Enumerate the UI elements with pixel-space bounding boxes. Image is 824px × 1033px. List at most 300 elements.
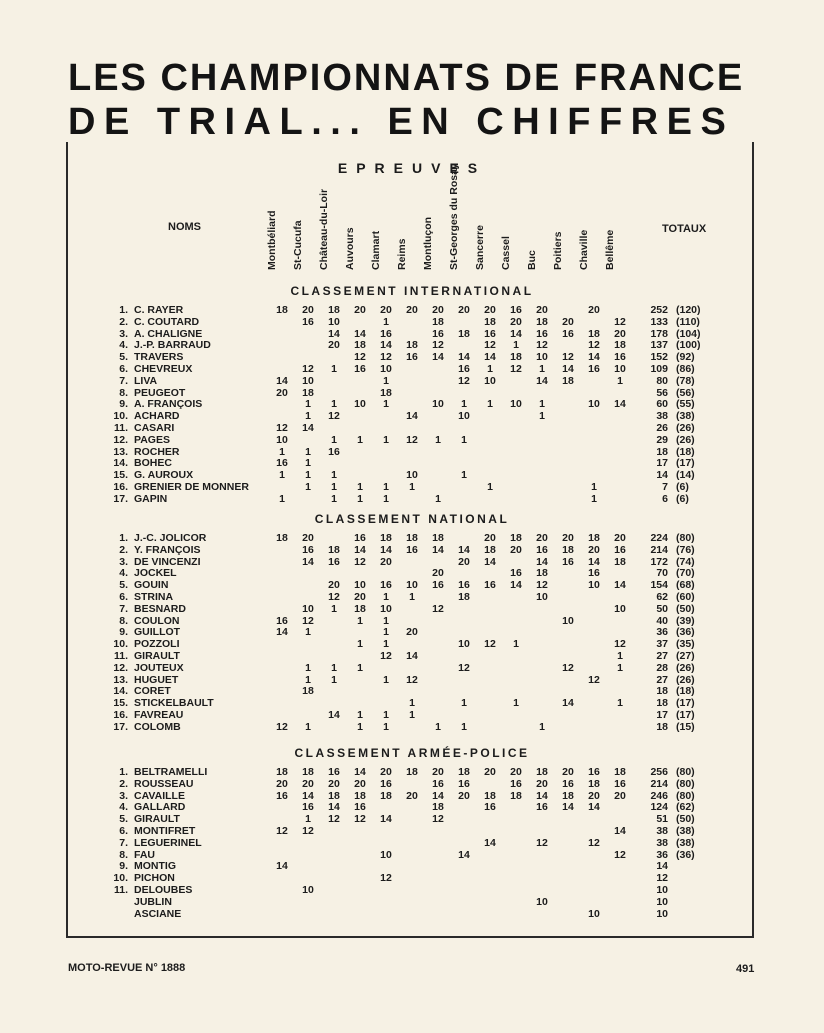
score-cell: 1 xyxy=(435,433,441,446)
score-cell: 18 xyxy=(302,386,314,399)
retained-total-cell: (80) xyxy=(676,532,695,544)
rank-cell: 10. xyxy=(113,638,128,651)
score-cell: 16 xyxy=(302,315,314,328)
score-cell: 20 xyxy=(380,304,392,316)
table-row xyxy=(0,709,824,721)
total-cell: 50 xyxy=(656,602,668,615)
score-cell: 1 xyxy=(305,445,311,458)
competitor-name: A. CHALIGNE xyxy=(134,327,203,340)
retained-total-cell: (62) xyxy=(676,801,695,814)
score-cell: 1 xyxy=(279,469,285,482)
score-cell: 20 xyxy=(354,304,366,316)
table-row xyxy=(0,398,824,410)
rank-cell: 11. xyxy=(113,422,128,434)
score-cell: 1 xyxy=(487,363,493,375)
score-cell: 14 xyxy=(328,327,340,340)
competitor-name: CAVAILLE xyxy=(134,789,185,802)
competitor-name: FAVREAU xyxy=(134,709,184,721)
score-cell: 12 xyxy=(406,433,418,446)
score-cell: 18 xyxy=(380,532,392,544)
score-cell: 18 xyxy=(380,789,392,802)
venue-header-label: Reims xyxy=(396,238,408,270)
retained-total-cell: (26) xyxy=(676,673,695,686)
score-cell: 1 xyxy=(383,433,389,446)
score-cell: 18 xyxy=(458,327,470,340)
score-cell: 14 xyxy=(406,650,418,662)
score-cell: 1 xyxy=(539,720,545,733)
total-cell: 37 xyxy=(656,638,668,651)
competitor-name: DELOUBES xyxy=(134,884,193,896)
competitor-name: TRAVERS xyxy=(134,351,184,364)
score-cell: 1 xyxy=(617,661,623,674)
score-cell: 20 xyxy=(328,579,340,592)
competitor-name: PAGES xyxy=(134,433,170,446)
score-cell: 20 xyxy=(354,591,366,603)
table-row xyxy=(0,304,824,316)
retained-total-cell: (6) xyxy=(676,492,689,505)
competitor-name: JUBLIN xyxy=(134,895,172,908)
score-cell: 14 xyxy=(588,351,600,364)
title-line-2: DE TRIAL... EN CHIFFRES xyxy=(68,101,735,143)
score-cell: 20 xyxy=(406,304,418,316)
retained-total-cell: (27) xyxy=(676,650,695,662)
rank-cell: 15. xyxy=(113,697,128,710)
score-cell: 1 xyxy=(409,591,415,603)
score-cell: 14 xyxy=(510,579,522,592)
score-cell: 14 xyxy=(562,363,574,375)
score-cell: 12 xyxy=(276,422,288,434)
score-cell: 20 xyxy=(406,626,418,639)
total-cell: 38 xyxy=(656,410,668,423)
retained-total-cell: (74) xyxy=(676,555,695,568)
table-row xyxy=(0,493,824,505)
competitor-name: JOUTEUX xyxy=(134,661,184,674)
score-cell: 1 xyxy=(409,481,415,493)
competitor-name: POZZOLI xyxy=(134,638,180,651)
score-cell: 10 xyxy=(484,374,496,387)
score-cell: 14 xyxy=(614,398,626,411)
venue-header-label: Château-du-Loir xyxy=(318,188,330,270)
table-row xyxy=(0,363,824,375)
table-row xyxy=(0,766,824,778)
score-cell: 1 xyxy=(305,626,311,639)
rank-cell: 6. xyxy=(119,825,128,837)
score-cell: 16 xyxy=(588,766,600,778)
rank-cell: 13. xyxy=(113,673,128,686)
score-cell: 10 xyxy=(354,398,366,411)
venue-header-label: Auvours xyxy=(344,227,356,270)
score-cell: 10 xyxy=(432,398,444,411)
table-row xyxy=(0,556,824,568)
rank-cell: 16. xyxy=(113,481,128,493)
score-cell: 14 xyxy=(406,410,418,423)
score-cell: 1 xyxy=(487,398,493,411)
score-cell: 16 xyxy=(510,304,522,316)
score-cell: 20 xyxy=(536,304,548,316)
footer-issue: MOTO-REVUE N° 1888 xyxy=(68,962,186,974)
score-cell: 12 xyxy=(328,410,340,423)
venue-header-label: Bellême xyxy=(604,229,616,270)
score-cell: 16 xyxy=(432,777,444,790)
competitor-name: FAU xyxy=(134,848,155,861)
total-cell: 152 xyxy=(650,351,668,364)
total-cell: 18 xyxy=(656,697,668,710)
score-cell: 12 xyxy=(276,720,288,733)
score-cell: 1 xyxy=(357,661,363,674)
score-cell: 1 xyxy=(383,638,389,651)
total-cell: 51 xyxy=(656,813,668,826)
competitor-name: CASARI xyxy=(134,422,175,434)
venue-header-label: Montbéliard xyxy=(266,210,278,270)
table-row xyxy=(0,457,824,469)
competitor-name: LEGUERINEL xyxy=(134,836,202,849)
score-cell: 14 xyxy=(302,555,314,568)
section-title: CLASSEMENT NATIONAL xyxy=(314,512,510,526)
score-cell: 20 xyxy=(380,766,392,778)
total-cell: 29 xyxy=(656,433,668,446)
score-cell: 16 xyxy=(536,327,548,340)
score-cell: 18 xyxy=(354,789,366,802)
score-cell: 18 xyxy=(406,766,418,778)
score-cell: 20 xyxy=(302,304,314,316)
retained-total-cell: (18) xyxy=(676,445,695,458)
score-cell: 10 xyxy=(406,579,418,592)
rank-cell: 9. xyxy=(119,626,128,639)
competitor-name: DE VINCENZI xyxy=(134,555,201,568)
score-cell: 1 xyxy=(383,481,389,493)
score-cell: 20 xyxy=(510,315,522,328)
score-cell: 16 xyxy=(484,579,496,592)
competitor-name: COLOMB xyxy=(134,720,181,733)
title-line-1: LES CHAMPIONNATS DE FRANCE xyxy=(68,57,745,99)
score-cell: 16 xyxy=(536,801,548,814)
score-cell: 16 xyxy=(562,327,574,340)
rank-cell: 7. xyxy=(119,836,128,849)
score-cell: 12 xyxy=(328,813,340,826)
score-cell: 14 xyxy=(354,327,366,340)
score-cell: 18 xyxy=(328,304,340,316)
score-cell: 20 xyxy=(614,532,626,544)
score-cell: 20 xyxy=(354,777,366,790)
score-cell: 12 xyxy=(562,351,574,364)
rank-cell: 1. xyxy=(119,766,128,778)
score-cell: 12 xyxy=(302,614,314,627)
score-cell: 12 xyxy=(302,363,314,375)
competitor-name: PEUGEOT xyxy=(134,386,186,399)
score-cell: 1 xyxy=(383,720,389,733)
retained-total-cell: (15) xyxy=(676,720,695,733)
score-cell: 1 xyxy=(331,398,337,411)
score-cell: 1 xyxy=(513,697,519,710)
score-cell: 16 xyxy=(354,363,366,375)
score-cell: 16 xyxy=(458,363,470,375)
retained-total-cell: (17) xyxy=(676,709,695,721)
retained-total-cell: (100) xyxy=(676,339,701,352)
score-cell: 12 xyxy=(380,351,392,364)
score-cell: 1 xyxy=(617,697,623,710)
competitor-name: GIRAULT xyxy=(134,650,180,662)
rank-cell: 4. xyxy=(119,567,128,580)
competitor-name: ASCIANE xyxy=(134,907,182,920)
rank-cell: 10. xyxy=(113,872,128,885)
total-cell: 154 xyxy=(650,579,668,592)
retained-total-cell: (35) xyxy=(676,638,695,651)
retained-total-cell: (110) xyxy=(676,315,700,328)
score-cell: 10 xyxy=(276,433,288,446)
score-cell: 18 xyxy=(276,532,288,544)
score-cell: 1 xyxy=(461,720,467,733)
rank-cell: 4. xyxy=(119,801,128,814)
score-cell: 20 xyxy=(536,532,548,544)
total-cell: 7 xyxy=(662,481,668,493)
total-cell: 70 xyxy=(656,567,668,580)
table-row xyxy=(0,469,824,481)
score-cell: 18 xyxy=(328,789,340,802)
retained-total-cell: (18) xyxy=(676,685,695,698)
retained-total-cell: (76) xyxy=(676,543,695,556)
total-cell: 28 xyxy=(656,661,668,674)
score-cell: 20 xyxy=(276,777,288,790)
rank-cell: 12. xyxy=(113,433,128,446)
score-cell: 10 xyxy=(536,895,548,908)
competitor-name: PICHON xyxy=(134,872,175,885)
total-cell: 14 xyxy=(656,469,668,482)
table-row xyxy=(0,422,824,434)
rank-cell: 2. xyxy=(119,543,128,556)
score-cell: 14 xyxy=(562,801,574,814)
score-cell: 18 xyxy=(484,543,496,556)
score-cell: 12 xyxy=(614,848,626,861)
score-cell: 16 xyxy=(432,327,444,340)
score-cell: 1 xyxy=(461,469,467,482)
score-cell: 20 xyxy=(458,555,470,568)
score-cell: 14 xyxy=(432,543,444,556)
table-row xyxy=(0,662,824,674)
score-cell: 1 xyxy=(383,673,389,686)
score-cell: 14 xyxy=(276,860,288,873)
total-cell: 178 xyxy=(650,327,668,340)
section-title: CLASSEMENT INTERNATIONAL xyxy=(290,284,534,298)
score-cell: 20 xyxy=(432,567,444,580)
table-row xyxy=(0,375,824,387)
score-cell: 20 xyxy=(406,789,418,802)
score-cell: 14 xyxy=(380,543,392,556)
score-cell: 16 xyxy=(302,801,314,814)
total-cell: 224 xyxy=(650,532,668,544)
score-cell: 14 xyxy=(588,555,600,568)
retained-total-cell: (80) xyxy=(676,766,695,778)
competitor-name: GOUIN xyxy=(134,579,169,592)
score-cell: 1 xyxy=(331,469,337,482)
score-cell: 10 xyxy=(614,363,626,375)
retained-total-cell: (36) xyxy=(676,848,695,861)
venue-header-label: Buc xyxy=(526,250,538,270)
score-cell: 14 xyxy=(432,351,444,364)
retained-total-cell: (70) xyxy=(676,567,695,580)
score-cell: 20 xyxy=(614,789,626,802)
score-cell: 16 xyxy=(380,579,392,592)
total-cell: 36 xyxy=(656,626,668,639)
total-cell: 62 xyxy=(656,591,668,603)
score-cell: 12 xyxy=(276,825,288,837)
score-cell: 18 xyxy=(354,602,366,615)
retained-total-cell: (26) xyxy=(676,422,695,434)
rank-cell: 1. xyxy=(119,304,128,316)
score-cell: 1 xyxy=(305,720,311,733)
score-cell: 18 xyxy=(302,685,314,698)
score-cell: 16 xyxy=(588,567,600,580)
score-cell: 20 xyxy=(380,555,392,568)
competitor-name: MONTIG xyxy=(134,860,176,873)
score-cell: 10 xyxy=(510,398,522,411)
table-row xyxy=(0,860,824,872)
score-cell: 14 xyxy=(302,789,314,802)
score-cell: 14 xyxy=(484,836,496,849)
total-cell: 214 xyxy=(650,543,668,556)
table-row xyxy=(0,721,824,733)
rank-cell: 9. xyxy=(119,860,128,873)
score-cell: 16 xyxy=(510,777,522,790)
table-row xyxy=(0,328,824,340)
table-row xyxy=(0,351,824,363)
retained-total-cell: (17) xyxy=(676,697,695,710)
score-cell: 1 xyxy=(331,602,337,615)
score-cell: 20 xyxy=(510,543,522,556)
score-cell: 14 xyxy=(276,626,288,639)
score-cell: 12 xyxy=(484,638,496,651)
score-cell: 1 xyxy=(383,374,389,387)
venue-header-label: St-Georges du Rosay xyxy=(448,163,460,270)
score-cell: 18 xyxy=(510,789,522,802)
score-cell: 18 xyxy=(354,339,366,352)
competitor-name: G. AUROUX xyxy=(134,469,194,482)
score-cell: 16 xyxy=(354,532,366,544)
score-cell: 10 xyxy=(354,579,366,592)
competitor-name: COULON xyxy=(134,614,180,627)
table-row xyxy=(0,626,824,638)
competitor-name: BOHEC xyxy=(134,457,172,470)
table-row xyxy=(0,434,824,446)
competitor-name: ACHARD xyxy=(134,410,180,423)
score-cell: 1 xyxy=(357,720,363,733)
competitor-name: J.-C. JOLICOR xyxy=(134,532,207,544)
rank-cell: 17. xyxy=(113,492,128,505)
score-cell: 20 xyxy=(458,789,470,802)
score-cell: 20 xyxy=(328,339,340,352)
score-cell: 1 xyxy=(357,614,363,627)
score-cell: 20 xyxy=(432,304,444,316)
score-cell: 12 xyxy=(380,872,392,885)
venue-header-label: Chaville xyxy=(578,229,590,270)
score-cell: 16 xyxy=(276,457,288,470)
score-cell: 10 xyxy=(406,469,418,482)
score-cell: 18 xyxy=(458,591,470,603)
score-cell: 14 xyxy=(536,374,548,387)
score-cell: 12 xyxy=(484,339,496,352)
score-cell: 1 xyxy=(461,433,467,446)
total-cell: 56 xyxy=(656,386,668,399)
score-cell: 20 xyxy=(562,532,574,544)
competitor-name: Y. FRANÇOIS xyxy=(134,543,201,556)
competitor-name: JOCKEL xyxy=(134,567,177,580)
score-cell: 12 xyxy=(432,813,444,826)
score-cell: 18 xyxy=(432,532,444,544)
score-cell: 10 xyxy=(588,907,600,920)
rank-cell: 1. xyxy=(119,532,128,544)
retained-total-cell: (39) xyxy=(676,614,695,627)
score-cell: 10 xyxy=(536,351,548,364)
score-cell: 1 xyxy=(539,363,545,375)
score-cell: 1 xyxy=(539,398,545,411)
competitor-name: CORET xyxy=(134,685,171,698)
score-cell: 20 xyxy=(536,777,548,790)
score-cell: 14 xyxy=(614,579,626,592)
table-row xyxy=(0,316,824,328)
score-cell: 12 xyxy=(588,836,600,849)
score-cell: 18 xyxy=(562,374,574,387)
score-cell: 18 xyxy=(406,532,418,544)
score-cell: 1 xyxy=(383,591,389,603)
score-cell: 10 xyxy=(458,410,470,423)
score-cell: 1 xyxy=(383,614,389,627)
competitor-name: A. FRANÇOIS xyxy=(134,398,203,411)
score-cell: 1 xyxy=(305,661,311,674)
rank-cell: 9. xyxy=(119,398,128,411)
table-row xyxy=(0,697,824,709)
table-row xyxy=(0,603,824,615)
score-cell: 20 xyxy=(588,543,600,556)
score-cell: 1 xyxy=(435,492,441,505)
score-cell: 10 xyxy=(614,602,626,615)
competitor-name: BESNARD xyxy=(134,602,186,615)
score-cell: 18 xyxy=(328,543,340,556)
retained-total-cell: (56) xyxy=(676,386,695,399)
score-cell: 12 xyxy=(302,825,314,837)
score-cell: 12 xyxy=(354,351,366,364)
score-cell: 18 xyxy=(406,339,418,352)
retained-total-cell: (80) xyxy=(676,777,695,790)
score-cell: 1 xyxy=(383,315,389,328)
rank-cell: 14. xyxy=(113,457,128,470)
table-row xyxy=(0,567,824,579)
competitor-name: STRINA xyxy=(134,591,174,603)
total-cell: 38 xyxy=(656,836,668,849)
table-row xyxy=(0,638,824,650)
score-cell: 14 xyxy=(276,374,288,387)
score-cell: 16 xyxy=(432,579,444,592)
score-cell: 1 xyxy=(279,492,285,505)
table-row xyxy=(0,579,824,591)
table-row xyxy=(0,884,824,896)
score-cell: 12 xyxy=(588,673,600,686)
score-cell: 10 xyxy=(458,638,470,651)
retained-total-cell: (17) xyxy=(676,457,695,470)
retained-total-cell: (38) xyxy=(676,825,695,837)
score-cell: 10 xyxy=(380,602,392,615)
total-cell: 27 xyxy=(656,650,668,662)
total-cell: 252 xyxy=(650,304,668,316)
score-cell: 16 xyxy=(536,543,548,556)
score-cell: 1 xyxy=(617,374,623,387)
score-cell: 1 xyxy=(591,481,597,493)
score-cell: 10 xyxy=(588,398,600,411)
retained-total-cell: (6) xyxy=(676,481,689,493)
score-cell: 18 xyxy=(432,315,444,328)
rank-cell: 5. xyxy=(119,351,128,364)
score-cell: 1 xyxy=(513,339,519,352)
venue-header-label: Poitiers xyxy=(552,231,564,270)
score-cell: 1 xyxy=(305,457,311,470)
